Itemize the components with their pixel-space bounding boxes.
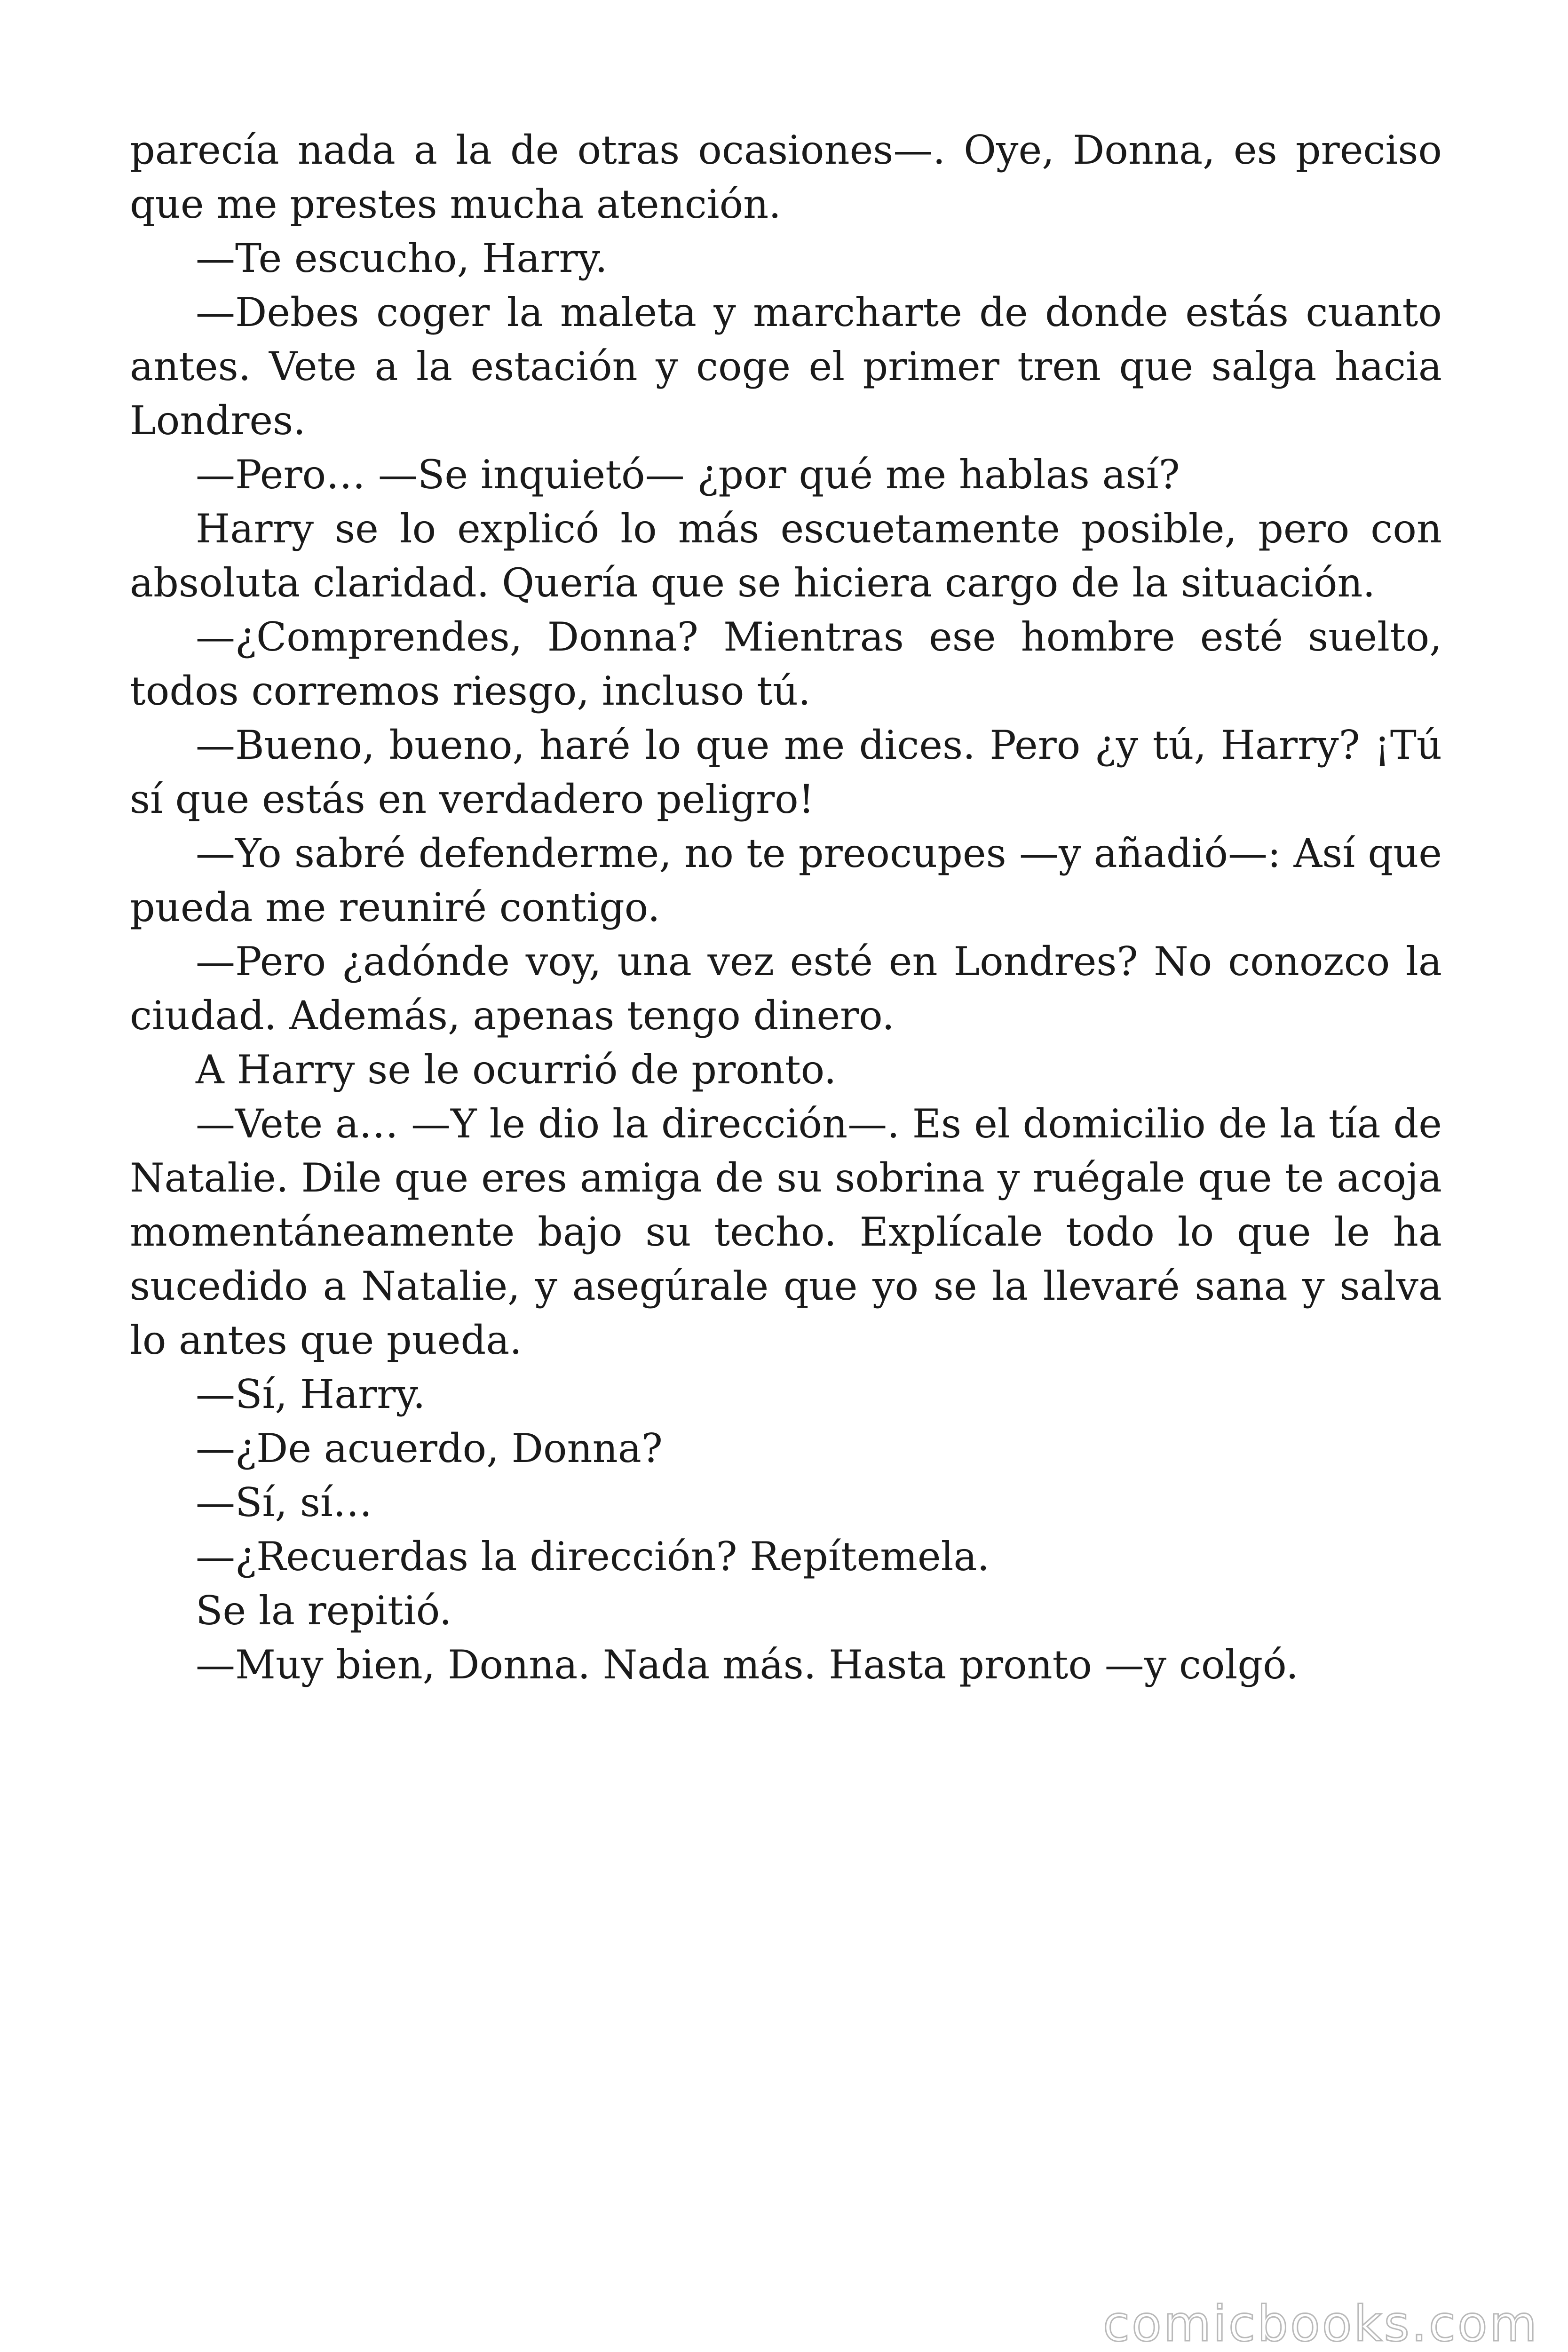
paragraph: —Pero… —Se inquietó— ¿por qué me hablas así? (196, 452, 1180, 498)
paragraph: A Harry se le ocurrió de pronto. (196, 1047, 837, 1093)
paragraph: —Muy bien, Donna. Nada más. Hasta pronto —y colgó. (196, 1642, 1299, 1688)
paragraph: —Sí, sí… (196, 1479, 372, 1526)
paragraph: —Sí, Harry. (196, 1371, 426, 1417)
paragraph: —¿De acuerdo, Donna? (196, 1425, 663, 1471)
watermark: comicbooks.com (1102, 2295, 1539, 2352)
paragraph: parecía nada a la de otras ocasiones—. Oye, Donna, es preciso que me prestes mucha atención. (130, 127, 1442, 227)
paragraph: Se la repitió. (196, 1588, 452, 1634)
paragraph: —Vete a… —Y le dio la dirección—. Es el domicilio de la tía de Natalie. Dile que eres amiga de su sobrina y ruégale que te acoja momentáneamente bajo su techo. Explícale todo lo que le ha sucedido a Natalie, y asegúrale que yo se la llevaré sana y salva lo antes que pueda. (130, 1101, 1442, 1363)
body-text (130, 123, 1442, 1692)
paragraph: Harry se lo explicó lo más escuetamente posible, pero con absoluta claridad. Quería que se hiciera cargo de la situación. (130, 506, 1442, 606)
paragraph: —¿Comprendes, Donna? Mientras ese hombre esté suelto, todos corremos riesgo, incluso tú. (130, 614, 1442, 714)
paragraph: —Debes coger la maleta y marcharte de donde estás cuanto antes. Vete a la estación y coge el primer tren que salga hacia Londres. (130, 289, 1442, 444)
paragraph: —Yo sabré defenderme, no te preocupes —y añadió—: Así que pueda me reuniré contigo. (130, 830, 1442, 930)
paragraph: —Pero ¿adónde voy, una vez esté en Londres? No conozco la ciudad. Además, apenas tengo dinero. (130, 938, 1442, 1039)
paragraph: —¿Recuerdas la dirección? Repítemela. (196, 1534, 990, 1580)
paragraph: —Te escucho, Harry. (196, 235, 608, 281)
paragraph: —Bueno, bueno, haré lo que me dices. Pero ¿y tú, Harry? ¡Tú sí que estás en verdadero peligro! (130, 722, 1442, 822)
